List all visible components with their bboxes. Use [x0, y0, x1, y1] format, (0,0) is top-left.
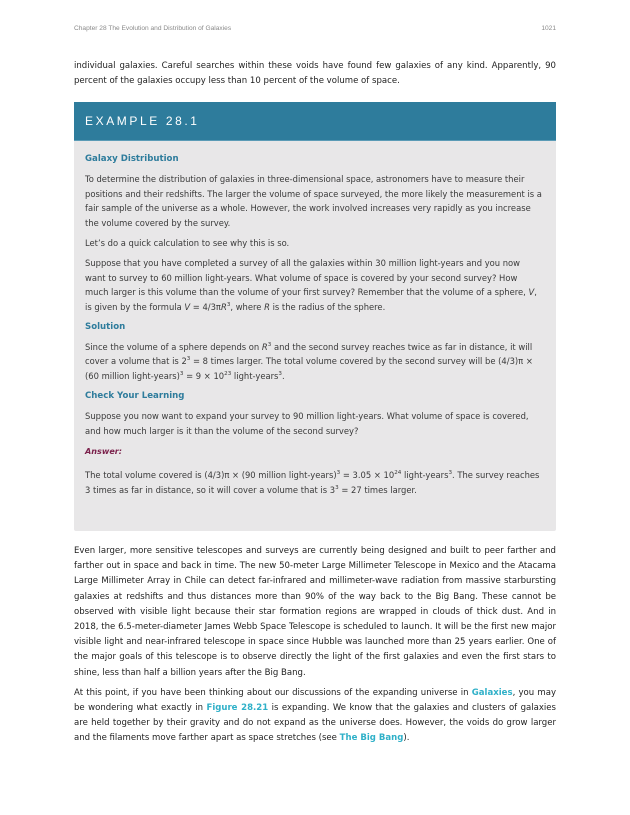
galaxies-link[interactable]: Galaxies	[471, 687, 513, 698]
page-number: 1021	[541, 25, 556, 32]
problem-paragraph-1: To determine the distribution of galaxies in three-dimensional space, astronomers have to measure their positions and their redshifts. The larger the volume of space surveyed, the more likely the measurement is a fair sample of the universe as a whole. However, the work involved increases very rapidly as you increase the volume covered by the survey.	[85, 174, 542, 228]
chapter-title: Chapter 28 The Evolution and Distribution of Galaxies	[74, 25, 232, 32]
example-body	[85, 152, 543, 503]
check-your-learning-heading: Check Your Learning	[85, 391, 185, 402]
check-your-learning-text: Suppose you now want to expand your survey to 90 million light-years. What volume of space is covered, and how much larger is it than the volume of the second survey?	[85, 411, 529, 436]
figure-28-21-link[interactable]: Figure 28.21	[206, 703, 269, 714]
example-title: Galaxy Distribution	[85, 154, 179, 164]
running-header	[74, 25, 556, 37]
problem-paragraph-3: Suppose that you have completed a survey of all the galaxies within 30 million light-years and you now want to survey to 60 million light-years. What volume of space is covered by your second survey? How much larger is this volume than the volume of your first survey? Remember that the volume of a sphere, V, is given by the formula $V = 4/3\pi R^3$, where R is the radius of the sphere.	[85, 257, 537, 312]
example-label: EXAMPLE 28.1	[85, 114, 200, 128]
solution-heading: Solution	[85, 321, 126, 332]
answer-label: Answer:	[85, 445, 123, 456]
closing-paragraphs	[74, 544, 556, 752]
example-header	[74, 102, 556, 141]
solution-paragraph: Since the volume of a sphere depends on $R^3$ and the second survey reaches twice as far in distance, it will cover a volume that is $2^3 = 8$ times larger. The total volume covered by the second survey will be (4/3)π × (60 million light-years)$^3$ = $9 \times 10^{23}$ light-years$^3$.	[85, 341, 533, 382]
telescopes-paragraph: Even larger, more sensitive telescopes and surveys are currently being designed and built to peer farther and farther out in space and back in time. The new 50-meter Large Millimeter Telescope in Mexico and the Atacama Large Millimeter Array in Chile can detect far-infrared and millimeter-wave radiation from massive starbursting galaxies at redshifts and thus distances more than 90% of the way back to the Big Bang. These cannot be observed with visible light because their star formation regions are wrapped in clouds of thick dust. And in 2018, the 6.5-meter-diameter James Webb Space Telescope is scheduled to launch. It will be the first new major visible light and near-infrared telescope in space since Hubble was launched more than 25 years earlier. One of the major goals of this telescope is to observe directly the light of the first galaxies and even the first stars to shine, less than half a billion years after the Big Bang.	[74, 546, 556, 678]
expansion-paragraph: At this point, if you have been thinking about our discussions of the expanding universe in Galaxies, you may be wondering what exactly in Figure 28.21 is expanding. We know that the galaxies and clusters of galaxies are held together by their gravity and do not expand as the universe does. However, the voids do grow larger and the filaments move farther apart as space stretches (see The Big Bang).	[74, 687, 557, 744]
answer-paragraph: The total volume covered is (4/3)π × (90 million light-years)$^3$ = $3.05 \times 10^{24}$ light-years$^3$. The survey reaches 3 times as far in distance, so it will cover a volume that is $3^3 = 27$ times larger.	[85, 470, 540, 495]
intro-paragraph: individual galaxies. Careful searches within these voids have found few galaxies of any kind. Apparently, 90 percent of the galaxies occupy less than 10 percent of the volume of space.	[74, 61, 556, 87]
big-bang-link[interactable]: The Big Bang	[339, 733, 404, 744]
problem-paragraph-2: Let’s do a quick calculation to see why this is so.	[85, 237, 290, 248]
intro-paragraph-block	[74, 59, 556, 94]
example-box	[74, 102, 556, 531]
